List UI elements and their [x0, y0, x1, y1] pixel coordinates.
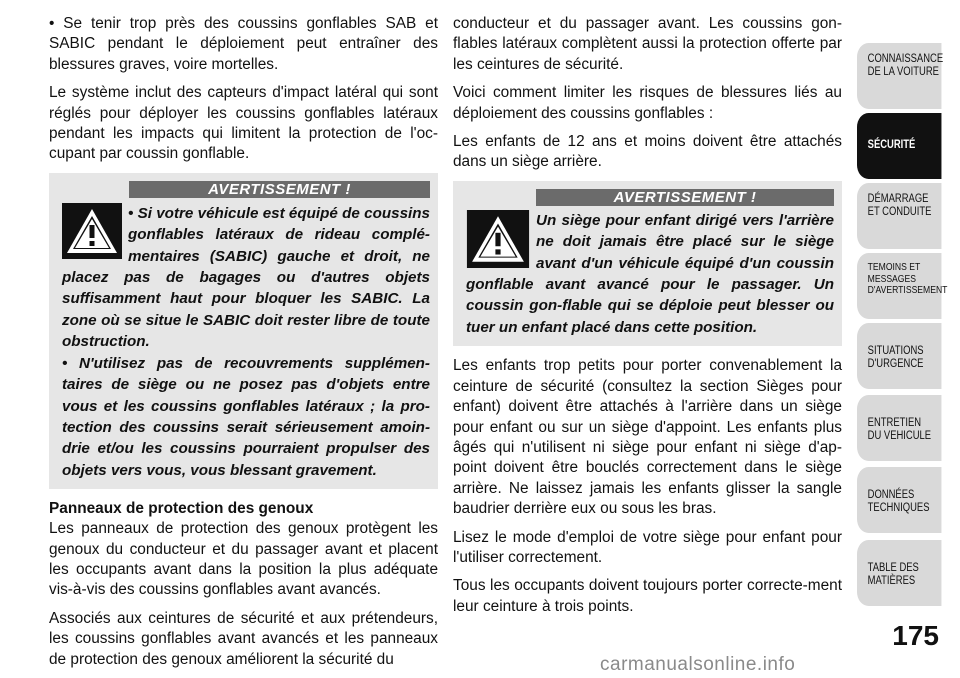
paragraph: Voici comment limiter les risques de blessures liés au déploiement des coussins gonflables : [453, 84, 842, 122]
warning-header: AVERTISSEMENT ! [536, 189, 834, 206]
tab-donnees[interactable] [857, 467, 941, 533]
tab-situations[interactable] [857, 323, 941, 389]
tab-label: TEMOINS ET [867, 261, 921, 273]
warning-bullet: • N'utilisez pas de recouvrements supplémen-taires de siège ou ne posez pas d'objets entre vous et les coussins gonflables latéraux ; la pro-tection des coussins serait sérieusement amoin-drie et/ou les coussins pourraient propulser des objets vers vous, vous blessant gravement. [62, 354, 430, 479]
warning-text: Un siège pour enfant dirigé vers l'arrière ne doit jamais être placé sur le siège avant d'un véhicule équipé d'un coussin gonflable avant avancé pour le passager. Un coussin gon-flable qui se déploie peut blesser ou tuer un enfant placé dans cette position. [466, 211, 834, 336]
warning-box [453, 181, 842, 346]
chapter-tabs [857, 0, 960, 678]
tab-label: DONNÉES [867, 489, 915, 501]
tab-label: MESSAGES [867, 272, 916, 285]
warning-header: AVERTISSEMENT ! [129, 181, 430, 198]
warning-bullet: • Si votre véhicule est équipé de coussins gonflables latéraux de rideau complé-mentaires (SABIC) gauche et droit, ne placez pas de bagages ou d'autres objets suffisamment haut pour bloquer les SABIC. La zone où se situe le SABIC doit rester libre de toute obstruction. [62, 204, 430, 351]
tab-label: TABLE DES [867, 562, 919, 574]
watermark: carmanualsonline.info [600, 654, 796, 675]
paragraph: • Se tenir trop près des coussins gonflables SAB et SABIC pendant le déploiement peut entraîner des blessures graves, voire mortelles. [49, 15, 438, 73]
paragraph: Les panneaux de protection des genoux protègent les genoux du conducteur et du passager avant et placent les occupants avant dans la position la plus adéquate vis-à-vis des coussins gonflables avant avancés. [49, 520, 438, 599]
tab-entretien[interactable] [857, 395, 941, 461]
paragraph: Associés aux ceintures de sécurité et aux prétendeurs, les coussins gonflables avant avancés et les panneaux de protection des genoux améliorent la sécurité du [49, 609, 438, 668]
tab-label: ENTRETIEN [867, 417, 922, 429]
tab-label: MATIÈRES [867, 574, 916, 587]
tab-label: SITUATIONS [867, 345, 924, 357]
paragraph: Les enfants de 12 ans et moins doivent être attachés dans un siège arrière. [453, 133, 842, 171]
tab-label: CONNAISSANCE [867, 53, 944, 65]
paragraph: conducteur et du passager avant. Les coussins gon-flables latéraux complètent aussi la protection offerte par les ceintures de sécurité. [453, 15, 842, 73]
tab-label: DE LA VOITURE [867, 65, 939, 78]
warning-triangle-icon [62, 203, 122, 259]
warning-triangle-icon [466, 210, 530, 268]
paragraph: Tous les occupants doivent toujours porter correcte-ment leur ceinture à trois points. [453, 577, 842, 615]
tab-label: ET CONDUITE [867, 205, 932, 218]
page-number: 175 [892, 620, 939, 651]
tab-securite[interactable] [857, 113, 941, 179]
paragraph: Le système inclut des capteurs d'impact latéral qui sont réglés pour déployer les coussins gonflables latéraux pendant les impacts qui limitent la protection de l'oc-cupant par coussin gonflable. [49, 84, 438, 163]
left-column [49, 14, 438, 678]
paragraph: Lisez le mode d'emploi de votre siège pour enfant pour l'utiliser correctement. [453, 528, 842, 566]
tab-label: D'URGENCE [867, 357, 924, 370]
right-column [453, 14, 842, 625]
tab-connaissance[interactable] [857, 43, 944, 109]
tab-temoins[interactable] [857, 253, 948, 319]
tab-demarrage[interactable] [857, 183, 941, 249]
tab-label: DÉMARRAGE [867, 193, 929, 205]
tab-label: SÉCURITÉ [867, 139, 916, 151]
tab-label: TECHNIQUES [867, 501, 930, 514]
tab-label: D'AVERTISSEMENT [867, 284, 948, 296]
tab-table[interactable] [857, 540, 941, 606]
section-heading: Panneaux de protection des genoux [49, 500, 314, 518]
warning-box [49, 173, 438, 489]
paragraph: Les enfants trop petits pour porter convenablement la ceinture de sécurité (consultez la section Sièges pour enfant) doivent être attachés à l'arrière dans un siège pour enfant ou sur un siège d'appoint. Les enfants plus âgés qui n'utilisent ni siège pour enfant ni siège d'ap-point doivent être bouclés correctement dans le siège arrière. Ne laissez jamais les enfants glisser la sangle baudrier derrière eux ou sous les bras. [453, 357, 842, 518]
tab-label: DU VEHICULE [867, 429, 932, 442]
